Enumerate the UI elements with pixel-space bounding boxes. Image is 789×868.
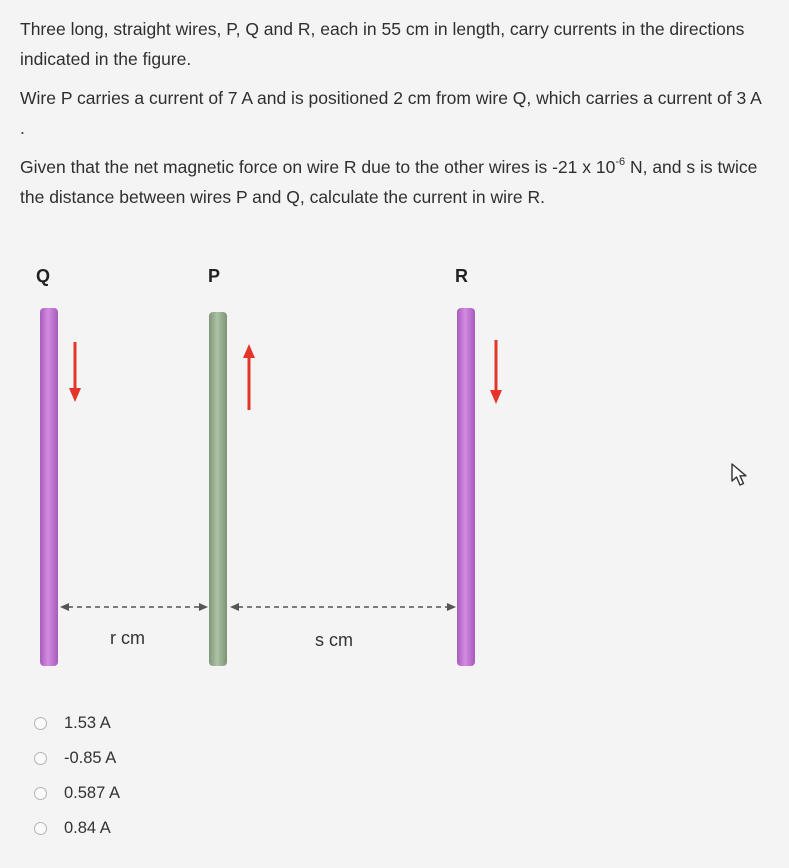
wire-label-p: P <box>208 266 221 286</box>
radio-button[interactable] <box>34 717 47 730</box>
wire-q <box>40 308 58 666</box>
option-label: 0.84 A <box>64 819 111 837</box>
distance-label-r: r cm <box>110 628 145 648</box>
option-3[interactable] <box>34 776 120 811</box>
force-exponent: -6 <box>615 156 626 168</box>
wires-figure <box>0 250 789 680</box>
force-text-rest: N, and s is twice the distance between wires P and Q, calculate the current in wire R. <box>20 157 758 207</box>
option-label: -0.85 A <box>64 749 117 767</box>
radio-button[interactable] <box>34 752 47 765</box>
radio-button[interactable] <box>34 787 47 800</box>
current-arrow-p <box>243 344 255 410</box>
distance-line-s <box>230 603 456 611</box>
wire-label-q: Q <box>36 266 51 286</box>
force-text: Given that the net magnetic force on wire R due to the other wires is -21 x 10 <box>20 157 616 177</box>
current-arrow-q <box>69 342 81 402</box>
question-paragraph-1: Three long, straight wires, P, Q and R, each in 55 cm in length, carry currents in the directions indicated in the figure. <box>20 19 745 69</box>
option-1[interactable] <box>34 706 120 741</box>
question-text <box>20 14 770 221</box>
option-label: 0.587 A <box>64 784 120 802</box>
question-paragraph-2: Wire P carries a current of 7 A and is positioned 2 cm from wire Q, which carries a current of 3 A . <box>20 88 761 138</box>
distance-line-r <box>60 603 208 611</box>
answer-options <box>34 706 120 846</box>
option-2[interactable] <box>34 741 120 776</box>
question-paragraph-3 <box>20 152 770 212</box>
current-arrow-r <box>490 340 502 404</box>
wire-label-r: R <box>455 266 468 286</box>
wires-diagram <box>0 250 789 680</box>
wire-p <box>209 312 227 666</box>
option-label: 1.53 A <box>64 714 111 732</box>
distance-label-s: s cm <box>315 630 353 650</box>
radio-button[interactable] <box>34 822 47 835</box>
wire-r <box>457 308 475 666</box>
mouse-cursor-icon <box>730 462 752 488</box>
option-4[interactable] <box>34 811 120 846</box>
